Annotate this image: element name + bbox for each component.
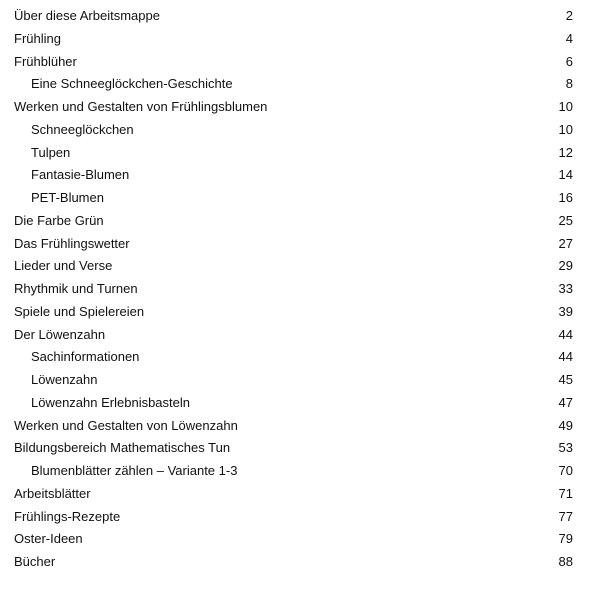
toc-entry-title: Der Löwenzahn <box>14 326 106 342</box>
toc-entry[interactable] <box>0 233 605 256</box>
toc-subentry[interactable] <box>0 346 605 369</box>
toc-entry-page: 16 <box>558 190 573 205</box>
toc-subentry[interactable] <box>0 369 605 392</box>
toc-entry-title: Tulpen <box>31 144 71 160</box>
toc-entry-page: 33 <box>558 281 573 296</box>
toc-entry[interactable] <box>0 483 605 506</box>
toc-entry-page: 27 <box>558 235 573 251</box>
toc-entry-page: 29 <box>558 258 573 274</box>
toc-entry-title: Bücher <box>14 554 56 569</box>
toc-entry-page: 88 <box>558 554 573 569</box>
toc-subentry[interactable] <box>0 142 605 165</box>
toc-entry-title: Werken und Gestalten von Frühlingsblumen <box>14 99 268 114</box>
toc-entry-title: Schneeglöckchen <box>31 121 134 137</box>
toc-entry-title: Eine Schneeglöckchen-Geschichte <box>31 76 233 92</box>
toc-entry-page: 14 <box>558 167 573 183</box>
toc-entry-title: Werken und Gestalten von Löwenzahn <box>14 417 238 433</box>
toc-subentry[interactable] <box>0 164 605 187</box>
toc-entry-page: 71 <box>558 485 573 501</box>
toc-entry-page: 45 <box>558 372 573 387</box>
toc-entry-title: Frühblüher <box>14 53 77 69</box>
toc-entry[interactable] <box>0 324 605 347</box>
toc-entry[interactable] <box>0 415 605 438</box>
toc-subentry[interactable] <box>0 187 605 210</box>
toc-entry-page: 4 <box>565 30 573 46</box>
toc-entry-page: 10 <box>558 99 573 114</box>
toc-entry-page: 8 <box>565 76 573 92</box>
toc-entry-title: Rhythmik und Turnen <box>14 281 138 296</box>
toc-entry-page: 10 <box>558 121 573 137</box>
toc-entry[interactable] <box>0 278 605 301</box>
toc-entry-page: 79 <box>558 531 573 547</box>
toc-entry-page: 49 <box>558 417 573 433</box>
toc-entry-page: 39 <box>558 303 573 319</box>
toc-entry[interactable] <box>0 5 605 28</box>
table-of-contents <box>0 5 605 574</box>
toc-entry[interactable] <box>0 28 605 51</box>
toc-subentry[interactable] <box>0 119 605 142</box>
toc-entry-title: Oster-Ideen <box>14 531 83 547</box>
toc-entry-title: Löwenzahn <box>31 372 98 387</box>
toc-entry-title: Fantasie-Blumen <box>31 167 130 183</box>
toc-subentry[interactable] <box>0 392 605 415</box>
toc-entry-page: 25 <box>558 212 573 228</box>
toc-entry[interactable] <box>0 551 605 574</box>
toc-entry-title: PET-Blumen <box>31 190 104 205</box>
toc-entry[interactable] <box>0 506 605 529</box>
toc-entry-title: Über diese Arbeitsmappe <box>14 8 160 23</box>
toc-entry-title: Frühling <box>14 30 61 46</box>
toc-entry-title: Blumenblätter zählen – Variante 1-3 <box>31 463 238 478</box>
toc-entry-page: 44 <box>558 349 573 365</box>
toc-entry-page: 53 <box>558 440 573 456</box>
toc-entry-title: Löwenzahn Erlebnisbasteln <box>31 394 190 410</box>
toc-entry[interactable] <box>0 437 605 460</box>
toc-entry-title: Frühlings-Rezepte <box>14 508 121 524</box>
toc-entry[interactable] <box>0 96 605 119</box>
toc-entry-title: Bildungsbereich Mathematisches Tun <box>14 440 231 456</box>
toc-entry[interactable] <box>0 51 605 74</box>
toc-entry[interactable] <box>0 301 605 324</box>
toc-entry-page: 77 <box>558 508 573 524</box>
toc-entry[interactable] <box>0 528 605 551</box>
toc-entry-page: 70 <box>558 463 573 478</box>
toc-entry-page: 44 <box>558 326 573 342</box>
toc-entry-title: Spiele und Spielereien <box>14 303 145 319</box>
toc-entry-title: Die Farbe Grün <box>14 212 104 228</box>
toc-entry-title: Das Frühlingswetter <box>14 235 130 251</box>
toc-entry[interactable] <box>0 255 605 278</box>
toc-entry-title: Arbeitsblätter <box>14 485 91 501</box>
toc-entry-page: 6 <box>565 53 573 69</box>
toc-entry-title: Lieder und Verse <box>14 258 113 274</box>
toc-entry-page: 2 <box>565 8 573 23</box>
toc-subentry[interactable] <box>0 73 605 96</box>
toc-entry-title: Sachinformationen <box>31 349 140 365</box>
toc-entry-page: 47 <box>558 394 573 410</box>
toc-subentry[interactable] <box>0 460 605 483</box>
toc-entry[interactable] <box>0 210 605 233</box>
toc-entry-page: 12 <box>558 144 573 160</box>
